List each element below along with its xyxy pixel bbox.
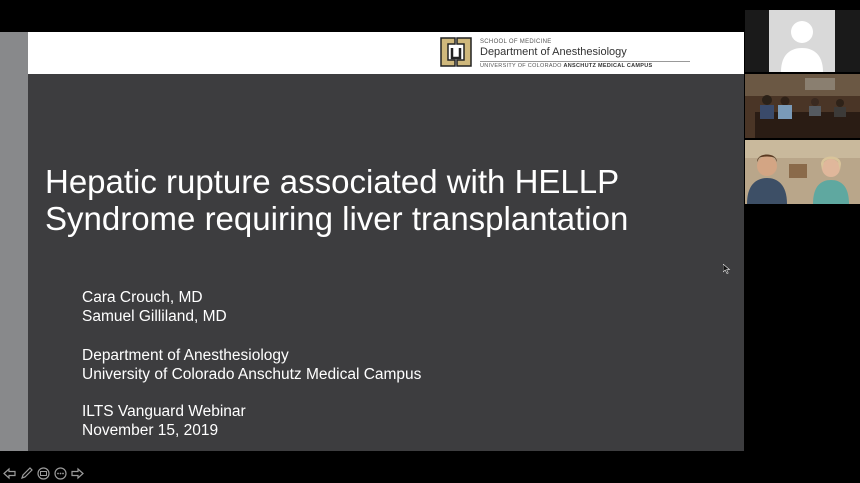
event-name: ILTS Vanguard Webinar	[82, 403, 246, 420]
logo-wordmark	[480, 38, 690, 70]
pen-icon[interactable]	[19, 466, 33, 480]
logo-university-prefix: UNIVERSITY OF COLORADO	[480, 63, 562, 69]
authors-block	[82, 288, 227, 326]
author-name: Cara Crouch, MD	[82, 289, 203, 306]
affiliation-block	[82, 346, 421, 384]
slide-title-line: Syndrome requiring liver transplantation	[45, 200, 629, 237]
avatar	[769, 10, 835, 72]
slide-left-accent-bar	[0, 32, 28, 451]
slideshow-toolbar	[2, 466, 84, 480]
event-date: November 15, 2019	[82, 422, 219, 439]
avatar-placeholder-icon	[769, 10, 835, 72]
participant-tile[interactable]	[745, 10, 860, 72]
presentation-slide	[0, 32, 744, 451]
author-name: Samuel Gilliland, MD	[82, 308, 227, 325]
logo-university-text	[480, 63, 690, 70]
affiliation-line: Department of Anesthesiology	[82, 347, 289, 364]
participant-video-two-people	[745, 140, 860, 204]
participant-tile[interactable]	[745, 140, 860, 204]
participant-tile[interactable]	[745, 74, 860, 138]
slide-menu-icon[interactable]	[36, 466, 50, 480]
participant-video-room	[745, 74, 860, 138]
more-options-icon[interactable]	[53, 466, 67, 480]
logo-divider	[480, 61, 690, 62]
logo-department-text: Department of Anesthesiology	[480, 46, 627, 58]
logo-school-text: SCHOOL OF MEDICINE	[480, 39, 552, 45]
slide-header-band	[28, 32, 744, 74]
cu-logo-icon	[438, 34, 474, 70]
slide-title	[45, 163, 705, 237]
mouse-cursor-icon	[723, 264, 731, 274]
affiliation-line: University of Colorado Anschutz Medical Campus	[82, 366, 422, 383]
next-arrow-icon[interactable]	[70, 466, 84, 480]
slide-title-line: Hepatic rupture associated with HELLP	[45, 163, 620, 200]
logo-university-campus: ANSCHUTZ MEDICAL CAMPUS	[563, 63, 653, 69]
event-block	[82, 402, 246, 440]
previous-arrow-icon[interactable]	[2, 466, 16, 480]
